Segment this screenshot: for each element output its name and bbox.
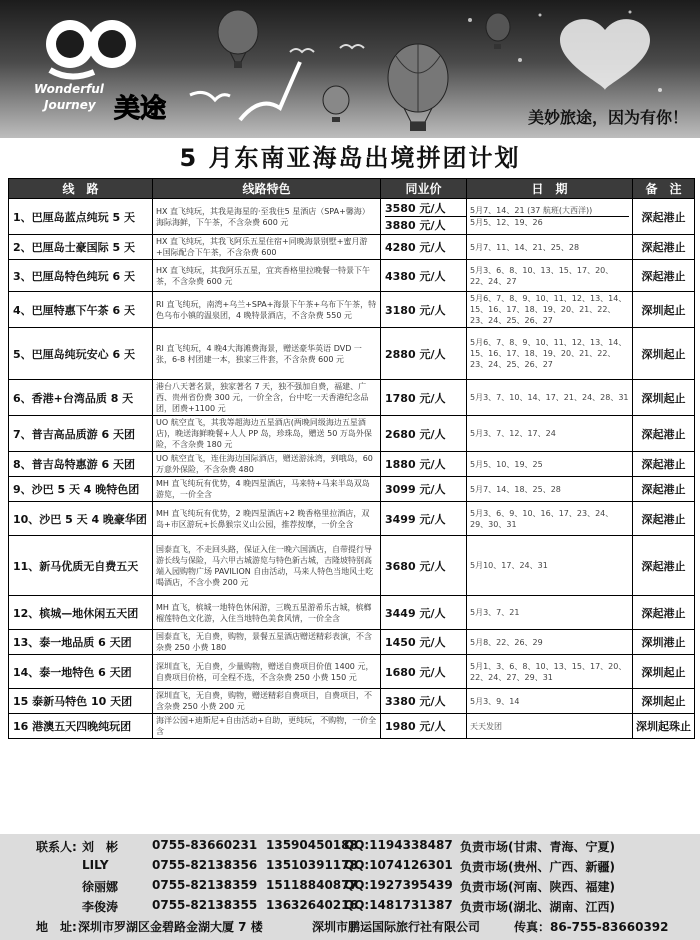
price-value: 1450 元/人 bbox=[385, 636, 446, 649]
route-features: MH 直飞，槟城一地特色休闲游，三晚五星游希乐古城，槟榔榴莲特色文化游，入住当地特色美食风情，一价全含 bbox=[153, 596, 381, 630]
address-label: 地 址: bbox=[36, 920, 77, 934]
route-price bbox=[381, 199, 467, 235]
route-note: 深起港止 bbox=[633, 477, 695, 502]
route-name: 14、泰一地特色 6 天团 bbox=[9, 655, 153, 689]
price-value: 2880 元/人 bbox=[385, 347, 446, 361]
logo-text-cn: 美途 bbox=[114, 94, 167, 124]
route-name: 11、新马优质无自费五天 bbox=[9, 536, 153, 596]
route-features: 深圳直飞，无自费，少量购物，赠送自费项目价值 1400 元，自费项目价格，可全程不选，不含杂费 250 小费 150 元 bbox=[153, 655, 381, 689]
route-dates bbox=[467, 714, 633, 739]
route-price bbox=[381, 328, 467, 380]
slogan: 美妙旅途，因为有你！ bbox=[528, 108, 689, 127]
route-name: 1、巴厘岛蓝点纯玩 5 天 bbox=[9, 199, 153, 235]
header-banner bbox=[0, 0, 700, 138]
contact-tel: 0755-82138356 bbox=[152, 858, 258, 872]
price-value: 1780 元/人 bbox=[385, 391, 446, 405]
route-dates bbox=[467, 380, 633, 416]
route-note: 深圳起珠止 bbox=[633, 714, 695, 739]
route-dates bbox=[467, 452, 633, 477]
date-list: 5月1、3、6、8、10、13、15、17、20、22、24、27、29、31 bbox=[470, 661, 627, 682]
header-route: 线 路 bbox=[9, 179, 153, 199]
date-list: 天天发团 bbox=[470, 721, 502, 731]
header-notes: 备 注 bbox=[633, 179, 695, 199]
price-value: 3880 元/人 bbox=[385, 216, 466, 233]
routes-table-body bbox=[9, 199, 695, 739]
route-dates bbox=[467, 477, 633, 502]
route-features: HX 直飞纯玩，其我飞阿乐五星住宿+同晚海景别墅+蜜月游+国际配合下午茶，不含杂费 600 bbox=[153, 235, 381, 260]
date-list: 5月6、7、8、9、10、11、12、13、14、15、16、17、18、19、20、21、22、23、24、25、26、27 bbox=[470, 294, 627, 325]
route-dates bbox=[467, 536, 633, 596]
route-note: 深圳港止 bbox=[633, 630, 695, 655]
route-price bbox=[381, 596, 467, 630]
address-company: 深圳市鹏运国际旅行社有限公司 bbox=[312, 920, 481, 934]
contact-tel: 0755-82138355 bbox=[152, 898, 258, 912]
route-dates bbox=[467, 630, 633, 655]
route-row bbox=[9, 689, 695, 714]
date-list: 5月7、14、21 (37 航班(大西洋)) bbox=[470, 206, 593, 215]
route-features: RI 直飞纯玩，4 晚4大海滩费海景，赠送豪华英语 DVD 一张，6-8 村团建一本，独家三件套，不含杂费 600 元 bbox=[153, 328, 381, 380]
contact-name: 徐丽娜 bbox=[82, 880, 119, 894]
date-list: 5月5、12、19、26 bbox=[470, 216, 629, 228]
route-price bbox=[381, 260, 467, 292]
route-dates bbox=[467, 689, 633, 714]
address-fax: 传真：86-755-83660392 bbox=[514, 920, 669, 934]
route-row bbox=[9, 536, 695, 596]
route-row bbox=[9, 655, 695, 689]
route-row bbox=[9, 416, 695, 452]
route-name: 8、普吉岛特惠游 6 天团 bbox=[9, 452, 153, 477]
route-price bbox=[381, 416, 467, 452]
route-note: 深圳起止 bbox=[633, 328, 695, 380]
contact-row bbox=[0, 878, 700, 897]
contact-qq: QQ:1481731387 bbox=[344, 898, 453, 912]
price-value: 1980 元/人 bbox=[385, 720, 446, 733]
contact-name: LILY bbox=[82, 858, 109, 872]
route-dates bbox=[467, 596, 633, 630]
price-value: 2680 元/人 bbox=[385, 427, 446, 441]
contact-row bbox=[0, 838, 700, 857]
route-price bbox=[381, 536, 467, 596]
route-name: 7、普吉高品质游 6 天团 bbox=[9, 416, 153, 452]
route-note: 深起港止 bbox=[633, 416, 695, 452]
route-features: UO 航空直飞，连住海边国际酒店，赠送游泳湾，到哦岛，60 万意外保险，不含杂费 480 bbox=[153, 452, 381, 477]
route-features: HX 直飞纯玩，其我阿乐五星，宜宾香格里拉晚餐一特景下午茶，不含杂费 600 元 bbox=[153, 260, 381, 292]
route-note: 深起港止 bbox=[633, 596, 695, 630]
contact-footer bbox=[0, 834, 700, 940]
contact-market: 负责市场(河南、陕西、福建) bbox=[460, 880, 615, 894]
route-note: 深起港止 bbox=[633, 235, 695, 260]
date-list: 5月7、14、18、25、28 bbox=[470, 484, 561, 494]
route-price bbox=[381, 380, 467, 416]
route-name: 10、沙巴 5 天 4 晚豪华团 bbox=[9, 502, 153, 536]
price-value: 3099 元/人 bbox=[385, 483, 446, 496]
contact-qq: QQ:1927395439 bbox=[344, 878, 453, 892]
date-list: 5月3、7、10、14、17、21、24、28、31 bbox=[470, 393, 629, 402]
route-row bbox=[9, 380, 695, 416]
route-features: UO 航空直飞，其我等超海边五星酒店(两晚同级海边五星酒店)，晚送海鲜晚餐+人人 PP 岛，珍珠岛，赠送 50 万岛外保险，不含杂费 180 元 bbox=[153, 416, 381, 452]
price-value: 4280 元/人 bbox=[385, 241, 446, 254]
route-row bbox=[9, 596, 695, 630]
route-features: MH 直飞纯玩有优势，4 晚四星酒店，马来特+马来半岛双岛游览，一价全含 bbox=[153, 477, 381, 502]
route-note: 深起港止 bbox=[633, 536, 695, 596]
contact-row bbox=[0, 898, 700, 917]
contact-qq: QQ:1194338487 bbox=[344, 838, 453, 852]
route-dates bbox=[467, 235, 633, 260]
date-list: 5月3、9、14 bbox=[470, 696, 520, 706]
route-row bbox=[9, 235, 695, 260]
contact-mobile: 15118840877 bbox=[266, 878, 358, 892]
route-features: 深圳直飞，无自费，购物，赠送精彩自费项目，自费项目，不含杂费 250 小费 200 元 bbox=[153, 689, 381, 714]
route-row bbox=[9, 260, 695, 292]
price-value: 3380 元/人 bbox=[385, 695, 446, 708]
date-list: 5月6、7、8、9、10、11、12、13、14、15、16、17、18、19、20、21、22、23、24、25、26、27 bbox=[470, 338, 627, 369]
date-list: 5月8、22、26、29 bbox=[470, 637, 543, 647]
price-value: 3180 元/人 bbox=[385, 303, 446, 317]
route-price bbox=[381, 689, 467, 714]
route-row bbox=[9, 452, 695, 477]
price-value: 3449 元/人 bbox=[385, 606, 446, 620]
date-list: 5月5、10、19、25 bbox=[470, 459, 543, 469]
logo-text-wonderful: Wonderful bbox=[34, 82, 104, 96]
date-list: 5月3、6、9、10、16、17、23、24、29、30、31 bbox=[470, 508, 614, 529]
brand-logo bbox=[28, 12, 168, 122]
route-dates bbox=[467, 199, 633, 235]
route-features: RI 直飞纯玩，南湾+乌兰+SPA+海景下午茶+乌布下午茶，特色乌布小镇的温泉团，4 晚特景酒店，不含杂费 550 元 bbox=[153, 292, 381, 328]
price-value: 1880 元/人 bbox=[385, 458, 446, 471]
route-features: 海洋公园+迪斯尼+自由活动+自助，更纯玩，不购物，一价全含 bbox=[153, 714, 381, 739]
route-name: 15 泰新马特色 10 天团 bbox=[9, 689, 153, 714]
contact-mobile: 13510391178 bbox=[266, 858, 358, 872]
route-note: 深起港止 bbox=[633, 502, 695, 536]
route-note: 深圳起止 bbox=[633, 292, 695, 328]
route-row bbox=[9, 292, 695, 328]
logo-text-journey: Journey bbox=[44, 98, 96, 112]
route-name: 13、泰一地品质 6 天团 bbox=[9, 630, 153, 655]
contact-mobile: 13590450188 bbox=[266, 838, 358, 852]
route-name: 5、巴厘岛纯玩安心 6 天 bbox=[9, 328, 153, 380]
address-text: 深圳市罗湖区金碧路金湖大厦 7 楼 bbox=[78, 920, 263, 934]
route-note: 深圳起止 bbox=[633, 380, 695, 416]
price-value: 3580 元/人 bbox=[385, 202, 446, 215]
route-features: MH 直飞纯玩有优势，2 晚四星酒店+2 晚香格里拉酒店，双岛+市区游玩+长鼻猴宗义山公园，推荐按摩，一价全含 bbox=[153, 502, 381, 536]
route-features: 国泰直飞，无自费，购物，景餐五星酒店赠送精彩表演，不含杂费 250 小费 180 bbox=[153, 630, 381, 655]
header-dates: 日 期 bbox=[467, 179, 633, 199]
address-row bbox=[0, 918, 700, 938]
logo-mark-icon bbox=[40, 12, 140, 82]
route-name: 16 港澳五天四晚纯玩团 bbox=[9, 714, 153, 739]
date-list: 5月7、11、14、21、25、28 bbox=[470, 242, 580, 252]
route-note: 深起港止 bbox=[633, 260, 695, 292]
contact-market: 负责市场(湖北、湖南、江西) bbox=[460, 900, 615, 914]
route-dates bbox=[467, 328, 633, 380]
route-note: 深圳起止 bbox=[633, 689, 695, 714]
route-note: 深圳起止 bbox=[633, 655, 695, 689]
route-name: 2、巴厘岛士豪国际 5 天 bbox=[9, 235, 153, 260]
route-price bbox=[381, 292, 467, 328]
contact-name: 李俊涛 bbox=[82, 900, 119, 914]
route-row bbox=[9, 630, 695, 655]
date-list: 5月3、7、21 bbox=[470, 608, 520, 617]
route-dates bbox=[467, 416, 633, 452]
route-row bbox=[9, 199, 695, 235]
route-price bbox=[381, 477, 467, 502]
route-dates bbox=[467, 655, 633, 689]
price-value: 4380 元/人 bbox=[385, 269, 446, 283]
contact-market: 负责市场(甘肃、青海、宁夏) bbox=[460, 840, 615, 854]
route-name: 12、槟城—地休闲五天团 bbox=[9, 596, 153, 630]
date-list: 5月3、7、12、17、24 bbox=[470, 429, 556, 438]
page-title: 5 月东南亚海岛出境拼团计划 bbox=[179, 144, 521, 172]
route-note: 深起港止 bbox=[633, 452, 695, 477]
route-features: HX 直飞纯玩，其我是海星的·至我住5 星酒店（SPA+馨海）海际海鲜，下午茶，不含杂费 600 元 bbox=[153, 199, 381, 235]
route-name: 6、香港+台湾品质 8 天 bbox=[9, 380, 153, 416]
route-row bbox=[9, 714, 695, 739]
route-price bbox=[381, 630, 467, 655]
route-price bbox=[381, 452, 467, 477]
contact-qq: QQ:1074126301 bbox=[344, 858, 453, 872]
route-price bbox=[381, 235, 467, 260]
price-value: 3499 元/人 bbox=[385, 512, 446, 526]
route-features: 港台八天著名景，独家著名 7 天，独不强加自费，福建、广西、贵州省份费 300 元，一价全含，台中吃一天香港纪念品团，团费+1100 元 bbox=[153, 380, 381, 416]
contact-name: 刘 彬 bbox=[82, 840, 119, 854]
route-price bbox=[381, 502, 467, 536]
route-name: 4、巴厘特惠下午茶 6 天 bbox=[9, 292, 153, 328]
price-value: 3680 元/人 bbox=[385, 559, 446, 573]
contact-tel: 0755-82138359 bbox=[152, 878, 258, 892]
contact-label: 联系人: bbox=[36, 840, 77, 854]
header-price: 同业价 bbox=[381, 179, 467, 199]
date-list: 5月3、6、8、10、13、15、17、20、22、24、27 bbox=[470, 265, 614, 286]
header-features: 线路特色 bbox=[153, 179, 381, 199]
route-price bbox=[381, 655, 467, 689]
route-row bbox=[9, 502, 695, 536]
route-name: 9、沙巴 5 天 4 晚特色团 bbox=[9, 477, 153, 502]
contact-tel: 0755-83660231 bbox=[152, 838, 258, 852]
route-note: 深起港止 bbox=[633, 199, 695, 235]
route-name: 3、巴厘岛特色纯玩 6 天 bbox=[9, 260, 153, 292]
contact-row bbox=[0, 858, 700, 877]
contact-mobile: 13632640216 bbox=[266, 898, 358, 912]
route-features: 国泰直飞，不走回头路，保证入住一晚六国酒店，自带提行导游长线与保险，马六甲古城游览与特色新古城，吉隆坡特别高端入园购物广场 PAVILION 自由活动，马来人特色当地风土吃喝酒店，不含小费 200 元 bbox=[153, 536, 381, 596]
table-header-row bbox=[9, 179, 695, 199]
route-dates bbox=[467, 292, 633, 328]
route-price bbox=[381, 714, 467, 739]
contact-market: 负责市场(贵州、广西、新疆) bbox=[460, 860, 615, 874]
price-value: 1680 元/人 bbox=[385, 665, 446, 679]
route-dates bbox=[467, 260, 633, 292]
routes-table bbox=[8, 178, 695, 739]
date-list: 5月10、17、24、31 bbox=[470, 561, 548, 570]
route-dates bbox=[467, 502, 633, 536]
route-row bbox=[9, 328, 695, 380]
route-row bbox=[9, 477, 695, 502]
